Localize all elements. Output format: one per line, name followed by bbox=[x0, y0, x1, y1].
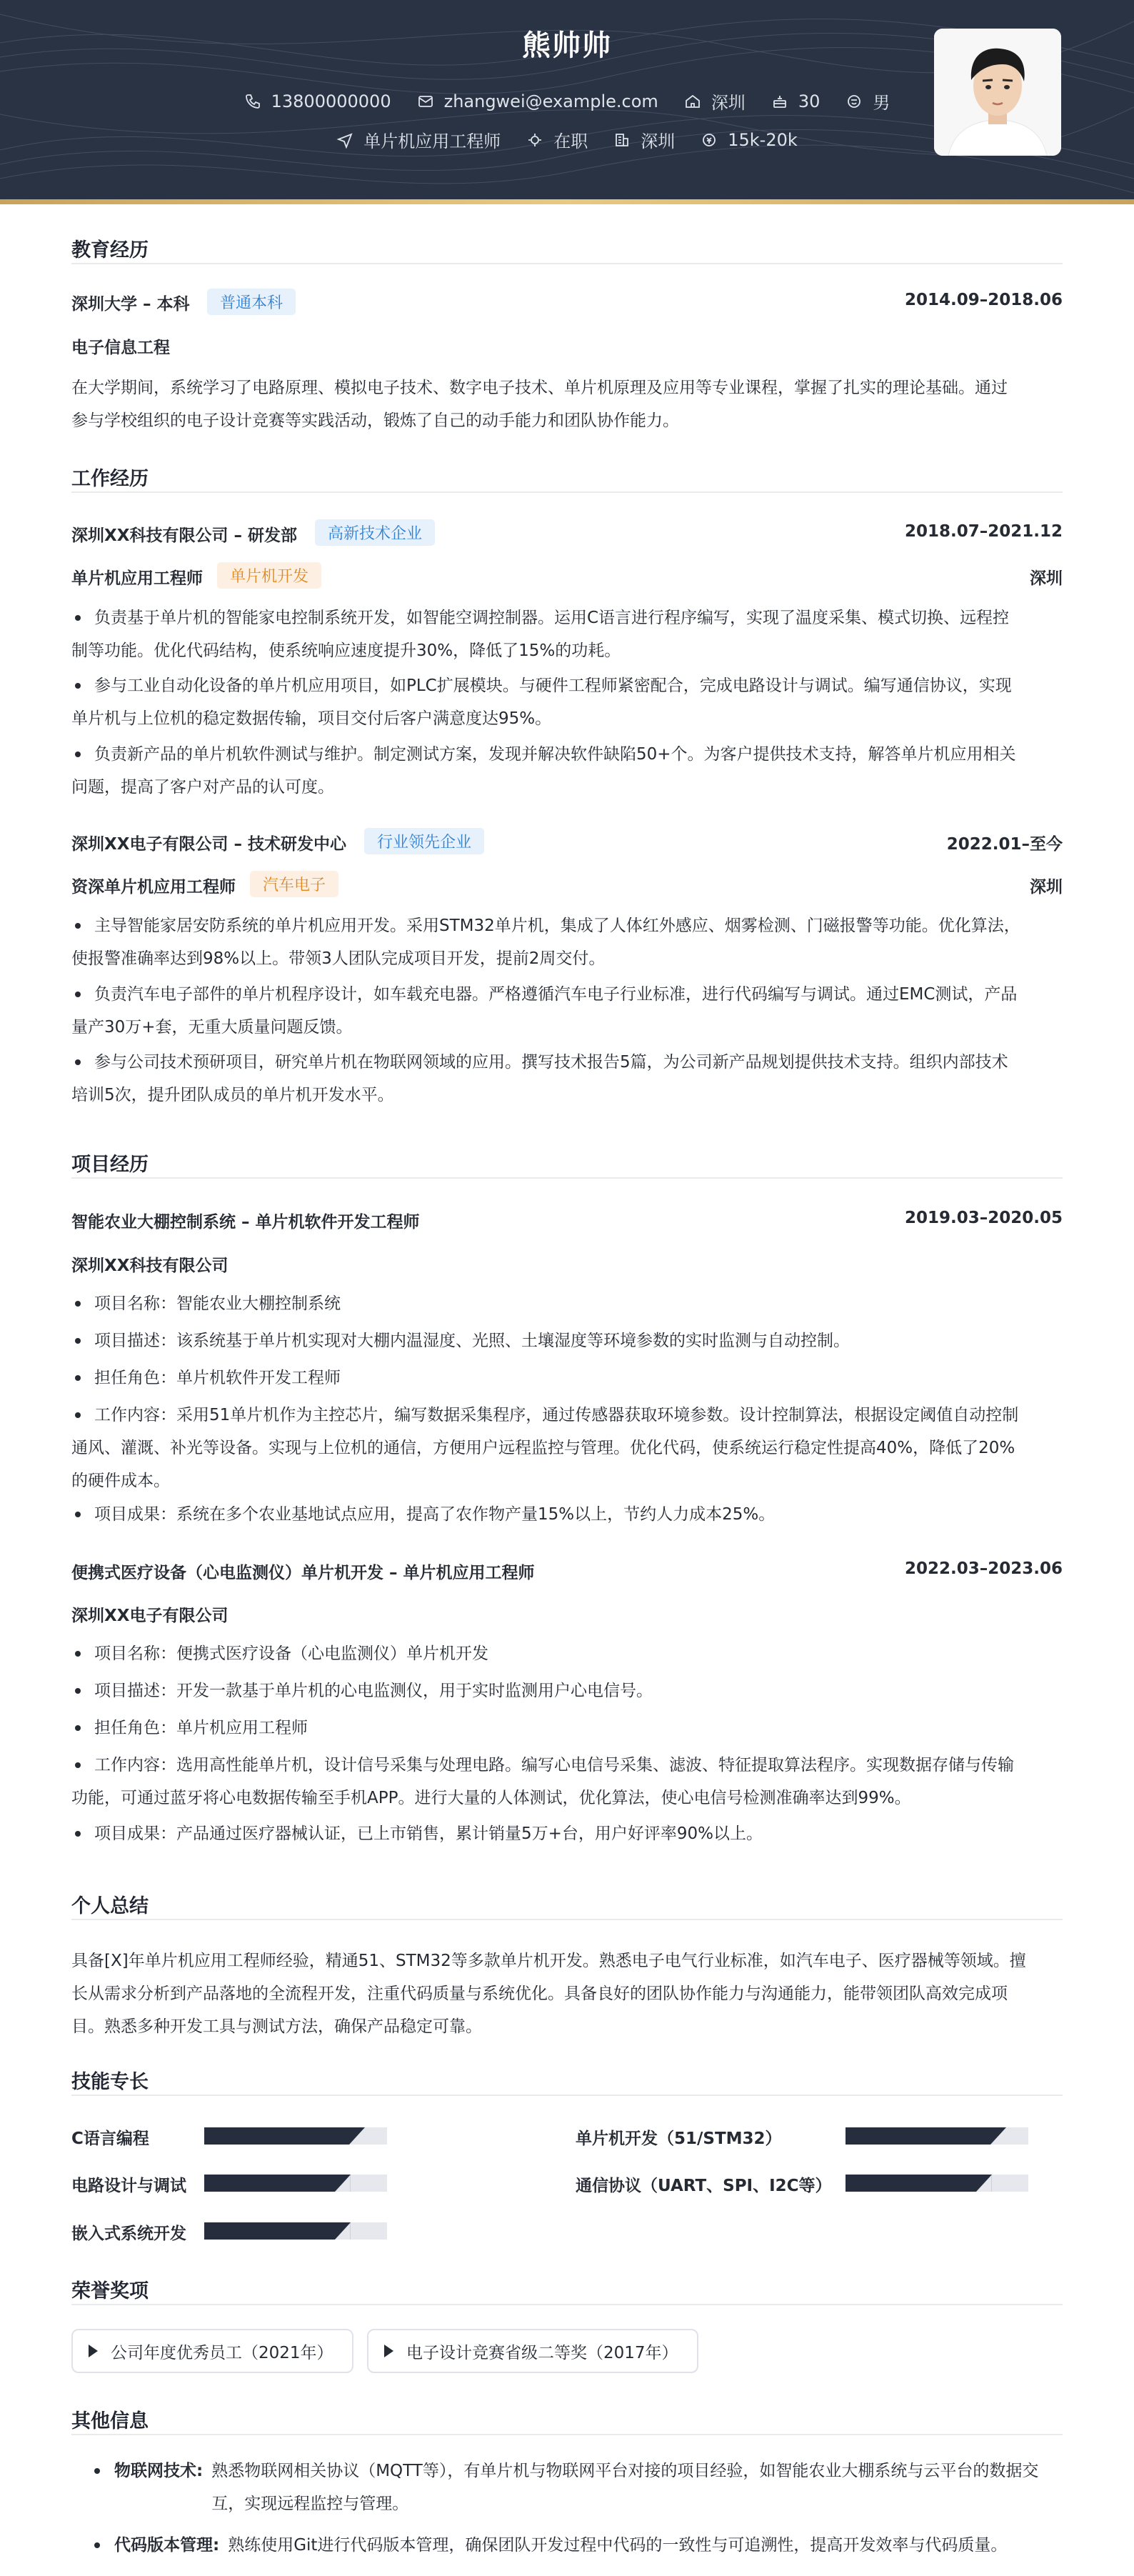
target-city-info bbox=[613, 127, 675, 152]
skill-level-bar bbox=[846, 2127, 1028, 2145]
text-line: 参与学校组织的电子设计竞赛等实践活动，锻炼了自己的动手能力和团队协作能力。 bbox=[71, 411, 679, 430]
text-line: 熟悉物联网相关协议（MQTT等），有单片机与物联网平台对接的项目经验，如智能农业大棚系统与云平台的数据交 bbox=[211, 2462, 1039, 2480]
list-item bbox=[71, 1362, 1063, 1394]
text-line: 项目名称：便携式医疗设备（心电监测仪）单片机开发 bbox=[94, 1644, 488, 1663]
section-divider bbox=[71, 263, 1063, 264]
project-date: 2022.03–2023.06 bbox=[904, 1559, 1063, 1578]
text-line: 量产30万+套，无重大质量问题反馈。 bbox=[71, 1018, 353, 1037]
triangle-icon bbox=[89, 2345, 98, 2357]
age-text: 30 bbox=[798, 91, 821, 111]
education-section-title: 教育经历 bbox=[71, 239, 149, 261]
job-date: 2018.07–2021.12 bbox=[904, 522, 1063, 541]
education-date: 2014.09–2018.06 bbox=[904, 291, 1063, 309]
age-info bbox=[771, 91, 821, 111]
summary-text bbox=[71, 1945, 1063, 2043]
salary-text: 15k-20k bbox=[728, 129, 798, 150]
text-line: 功能，可通过蓝牙将心电数据传输至手机APP。进行大量的人体测试，优化算法，使心电信号检测准确率达到99%。 bbox=[71, 1789, 911, 1807]
text-line: 使报警准确率达到98%以上。带领3人团队完成项目开发，提前2周交付。 bbox=[71, 949, 606, 968]
status-text: 在职 bbox=[553, 131, 588, 151]
job-company: 深圳XX电子有限公司 – 技术研发中心 bbox=[71, 835, 346, 854]
skill-level-fill bbox=[204, 2127, 365, 2145]
info-value: 熟练使用Git进行代码版本管理，确保团队开发过程中代码的一致性与可追溯性，提高开发效率与代码质量。 bbox=[228, 2536, 1008, 2555]
section-divider bbox=[71, 2304, 1063, 2305]
gender-text: 男 bbox=[873, 93, 890, 113]
section-divider bbox=[71, 2095, 1063, 2096]
skill-level-bar bbox=[204, 2175, 387, 2192]
job-company-tag: 高新技术企业 bbox=[315, 519, 435, 546]
mail-icon bbox=[417, 93, 434, 110]
skill-level-bar bbox=[204, 2127, 387, 2145]
list-item bbox=[71, 1674, 1063, 1707]
email-text: zhangwei@example.com bbox=[443, 91, 658, 111]
building-icon bbox=[613, 131, 631, 149]
phone-icon bbox=[244, 93, 261, 110]
text-line bbox=[93, 2529, 1063, 2562]
money-icon bbox=[701, 131, 718, 149]
skill-name: 嵌入式系统开发 bbox=[71, 2225, 186, 2243]
list-item bbox=[71, 601, 1063, 667]
city-info bbox=[684, 89, 746, 114]
text-line: 负责基于单片机的智能家电控制系统开发，如智能空调控制器。运用C语言进行程序编写，实现了温度采集、模式切换、远程控 bbox=[94, 609, 1010, 627]
text-line: 互，实现远程监控与管理。 bbox=[211, 2495, 409, 2513]
phone-info bbox=[244, 91, 391, 111]
list-item bbox=[71, 1399, 1063, 1497]
education-major: 电子信息工程 bbox=[71, 339, 170, 357]
list-item bbox=[71, 1637, 1063, 1670]
project-name: 智能农业大棚控制系统 – 单片机软件开发工程师 bbox=[71, 1213, 420, 1232]
text-line: 制等功能。优化代码结构，使系统响应速度提升30%，降低了15%的功耗。 bbox=[71, 641, 621, 660]
work-section-title: 工作经历 bbox=[71, 468, 149, 490]
text-line: 项目描述：该系统基于单片机实现对大棚内温湿度、光照、土壤湿度等环境参数的实时监测与自动控制。 bbox=[94, 1332, 850, 1350]
project-company: 深圳XX科技有限公司 bbox=[71, 1257, 229, 1275]
list-item bbox=[71, 978, 1063, 1044]
text-line: 负责新产品的单片机软件测试与维护。制定测试方案，发现并解决软件缺陷50+个。为客户提供技术支持，解答单片机应用相关 bbox=[94, 745, 1016, 764]
award-text: 电子设计竞赛省级二等奖（2017年） bbox=[406, 2343, 678, 2362]
status-info bbox=[526, 127, 588, 152]
info-key: 代码版本管理: bbox=[114, 2536, 220, 2555]
text-line: 问题，提高了客户对产品的认可度。 bbox=[71, 778, 334, 797]
skill-name: C语言编程 bbox=[71, 2130, 149, 2148]
target-city-text: 深圳 bbox=[641, 131, 676, 151]
text-line: 的硬件成本。 bbox=[71, 1472, 170, 1490]
skill-level-fill bbox=[204, 2175, 351, 2192]
skill-level-fill bbox=[204, 2222, 351, 2240]
person-icon bbox=[846, 93, 863, 110]
list-item bbox=[71, 1046, 1063, 1112]
avatar bbox=[934, 29, 1061, 156]
text-line: 通风、灌溉、补光等设备。实现与上位机的通信，方便用户远程监控与管理。优化代码，使系统运行稳定性提高40%，降低了20% bbox=[71, 1439, 1015, 1457]
send-icon bbox=[336, 131, 353, 149]
text-line: 参与公司技术预研项目，研究单片机在物联网领域的应用。撰写技术报告5篇，为公司新产品规划提供技术支持。组织内部技术 bbox=[94, 1053, 1008, 1072]
education-tag: 普通本科 bbox=[207, 289, 296, 315]
list-item bbox=[71, 2455, 1063, 2520]
avatar-portrait bbox=[934, 29, 1061, 156]
education-description bbox=[71, 371, 1063, 437]
award-badge bbox=[71, 2329, 353, 2373]
skill-name: 通信协议（UART、SPI、I2C等） bbox=[576, 2177, 832, 2195]
job-city: 深圳 bbox=[1030, 569, 1063, 588]
list-item bbox=[71, 1498, 1063, 1531]
cake-icon bbox=[771, 93, 788, 110]
education-school: 深圳大学 – 本科 bbox=[71, 295, 190, 314]
text-line: 主导智能家居安防系统的单片机应用开发。采用STM32单片机，集成了人体红外感应、烟雾检测、门磁报警等功能。优化算法， bbox=[94, 917, 1020, 935]
section-divider bbox=[71, 2434, 1063, 2435]
list-item bbox=[71, 1287, 1063, 1320]
skill-level-bar bbox=[846, 2175, 1028, 2192]
job-company: 深圳XX科技有限公司 – 研发部 bbox=[71, 526, 297, 545]
email-info bbox=[417, 91, 658, 111]
award-text: 公司年度优秀员工（2021年） bbox=[111, 2343, 333, 2362]
text-line: 项目名称：智能农业大棚控制系统 bbox=[94, 1294, 341, 1313]
job-city: 深圳 bbox=[1030, 878, 1063, 897]
skill-level-bar bbox=[204, 2222, 387, 2240]
text-line: 工作内容：选用高性能单片机，设计信号采集与处理电路。编写心电信号采集、滤波、特征提取算法程序。实现数据存储与传输 bbox=[94, 1756, 1014, 1774]
text-line: 项目成果：系统在多个农业基地试点应用，提高了农作物产量15%以上，节约人力成本25%。 bbox=[94, 1505, 776, 1524]
info-value bbox=[211, 2455, 1038, 2520]
salary-info bbox=[701, 130, 798, 150]
list-item bbox=[71, 738, 1063, 804]
section-divider bbox=[71, 1919, 1063, 1920]
status-icon bbox=[526, 131, 543, 149]
list-item bbox=[71, 1817, 1063, 1850]
section-divider bbox=[71, 491, 1063, 493]
job-intent-text: 单片机应用工程师 bbox=[363, 131, 501, 151]
text-line: 具备[X]年单片机应用工程师经验，精通51、STM32等多款单片机开发。熟悉电子电气行业标准，如汽车电子、医疗器械等领域。擅 bbox=[71, 1952, 1026, 1970]
phone-text: 13800000000 bbox=[271, 91, 391, 111]
skill-name: 电路设计与调试 bbox=[71, 2177, 186, 2195]
project-date: 2019.03–2020.05 bbox=[904, 1209, 1063, 1227]
text-line: 参与工业自动化设备的单片机应用项目，如PLC扩展模块。与硬件工程师紧密配合，完成电路设计与调试。编写通信协议，实现 bbox=[94, 677, 1012, 695]
header-gold-stripe bbox=[0, 199, 1134, 204]
text-line: 负责汽车电子部件的单片机程序设计，如车载充电器。严格遵循汽车电子行业标准，进行代码编写与调试。通过EMC测试，产品 bbox=[94, 985, 1018, 1004]
home-icon bbox=[684, 93, 701, 110]
project-name: 便携式医疗设备（心电监测仪）单片机开发 – 单片机应用工程师 bbox=[71, 1564, 535, 1582]
gender-info bbox=[846, 89, 890, 114]
projects-section-title: 项目经历 bbox=[71, 1154, 149, 1176]
job-role: 资深单片机应用工程师 bbox=[71, 878, 236, 897]
list-item bbox=[71, 1712, 1063, 1744]
job-role-tag: 汽车电子 bbox=[250, 871, 338, 897]
job-role-tag: 单片机开发 bbox=[217, 562, 321, 589]
triangle-icon bbox=[384, 2345, 393, 2357]
awards-section-title: 荣誉奖项 bbox=[71, 2280, 149, 2302]
skill-level-fill bbox=[846, 2127, 1006, 2145]
list-item bbox=[71, 1324, 1063, 1357]
list-item bbox=[71, 669, 1063, 735]
text-line: 担任角色：单片机软件开发工程师 bbox=[94, 1369, 341, 1387]
other-section-title: 其他信息 bbox=[71, 2410, 149, 2432]
resume-header bbox=[0, 0, 1134, 204]
job-date: 2022.01–至今 bbox=[946, 835, 1063, 854]
text-line: 单片机与上位机的稳定数据传输，项目交付后客户满意度达95%。 bbox=[71, 709, 552, 728]
candidate-name: 熊帅帅 bbox=[522, 29, 612, 62]
job-company-tag: 行业领先企业 bbox=[364, 828, 484, 854]
award-badge bbox=[367, 2329, 698, 2373]
section-divider bbox=[71, 1177, 1063, 1179]
text-line: 长从需求分析到产品落地的全流程开发，注重代码质量与系统优化。具备良好的团队协作能力与沟通能力，能带领团队高效完成项 bbox=[71, 1985, 1008, 2003]
text-line: 担任角色：单片机应用工程师 bbox=[94, 1719, 308, 1737]
text-line: 目。熟悉多种开发工具与测试方法，确保产品稳定可靠。 bbox=[71, 2017, 482, 2036]
info-key: 物联网技术: bbox=[114, 2462, 204, 2480]
skill-name: 单片机开发（51/STM32） bbox=[576, 2130, 782, 2148]
text-line: 工作内容：采用51单片机作为主控芯片，编写数据采集程序，通过传感器获取环境参数。设计控制算法，根据设定阈值自动控制 bbox=[94, 1406, 1019, 1424]
text-line bbox=[93, 2455, 1063, 2520]
text-line: 在大学期间，系统学习了电路原理、模拟电子技术、数字电子技术、单片机原理及应用等专业课程，掌握了扎实的理论基础。通过 bbox=[71, 379, 1008, 397]
skills-section-title: 技能专长 bbox=[71, 2071, 149, 2093]
list-item bbox=[71, 2529, 1063, 2562]
text-line: 项目成果：产品通过医疗器械认证，已上市销售，累计销量5万+台，用户好评率90%以上。 bbox=[94, 1824, 763, 1843]
list-item bbox=[71, 909, 1063, 975]
job-intent-info bbox=[336, 127, 501, 152]
text-line: 培训5次，提升团队成员的单片机开发水平。 bbox=[71, 1086, 394, 1104]
summary-section-title: 个人总结 bbox=[71, 1895, 149, 1917]
city-text: 深圳 bbox=[711, 93, 746, 113]
list-item bbox=[71, 1749, 1063, 1814]
text-line: 项目描述：开发一款基于单片机的心电监测仪，用于实时监测用户心电信号。 bbox=[94, 1682, 653, 1700]
skill-level-fill bbox=[846, 2175, 992, 2192]
project-company: 深圳XX电子有限公司 bbox=[71, 1607, 229, 1625]
job-role: 单片机应用工程师 bbox=[71, 569, 203, 588]
